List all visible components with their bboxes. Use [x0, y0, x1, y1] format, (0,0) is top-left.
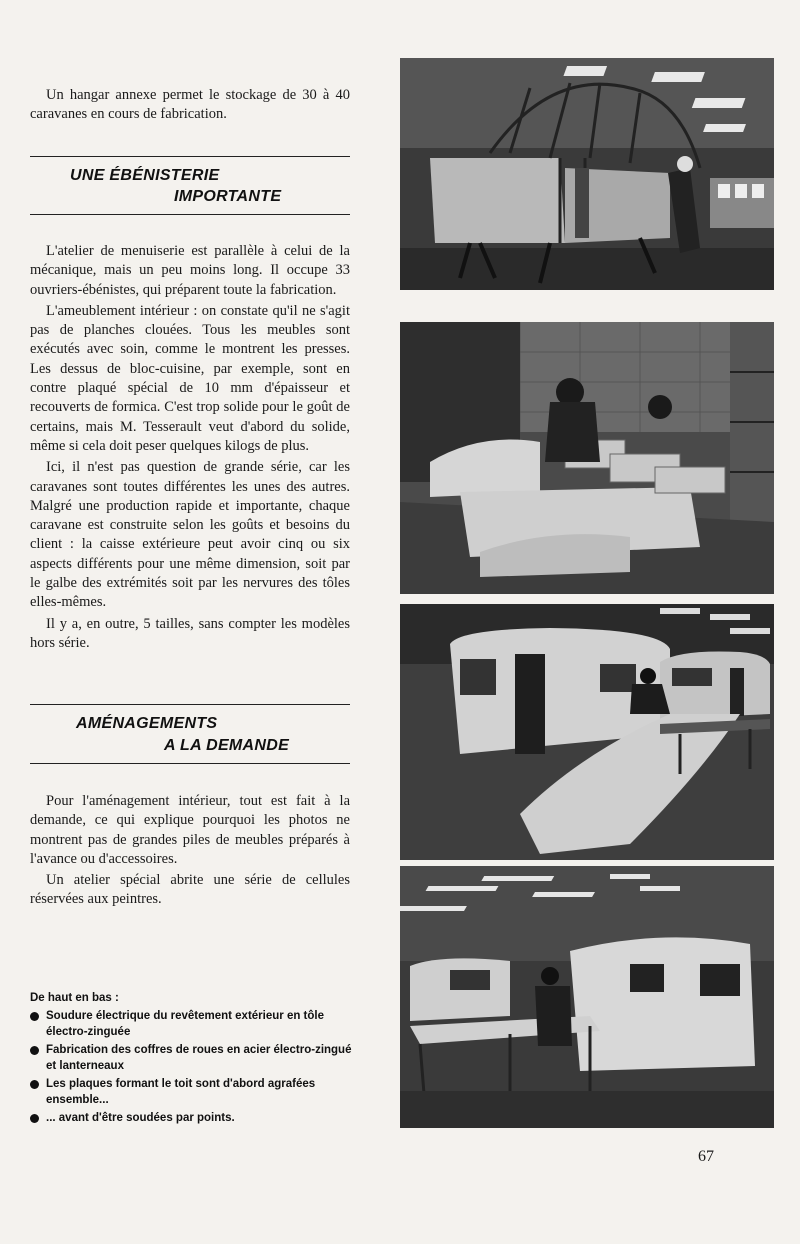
caption-text: Fabrication des coffres de roues en acier électro-zingué et lanterneaux	[46, 1044, 352, 1072]
photo-welding-exterior-sheet	[400, 58, 774, 290]
photo-spot-welding	[400, 866, 774, 1128]
section2-bottom-rule	[30, 763, 350, 764]
section1-paragraph: Ici, il n'est pas question de grande série, car les caravanes sont toutes différentes les unes des autres. Malgré une production rapide et importante, chaque caravane est construite selon les goûts et besoins du client : la caisse extérieure peut avoir cinq ou six aspects différents pour une même dimension, soit par le galbe des extrémités soit par les nervures des tôles elles-mêmes.	[30, 459, 350, 611]
bullet-icon	[30, 1080, 39, 1089]
page-number: 67	[698, 1148, 714, 1165]
caption-text: ... avant d'être soudées par points.	[46, 1112, 235, 1124]
section1-heading-line1: UNE ÉBÉNISTERIE	[70, 167, 220, 184]
section1-bottom-rule	[30, 214, 350, 215]
photo-wheel-boxes	[400, 322, 774, 594]
section2-body	[30, 792, 350, 910]
section2-top-rule	[30, 704, 350, 705]
section1-body	[30, 242, 350, 653]
photo-captions	[30, 990, 360, 1126]
section2-paragraph: Un atelier spécial abrite une série de cellules réservées aux peintres.	[30, 872, 350, 908]
section1-paragraph: Il y a, en outre, 5 tailles, sans compter les modèles hors série.	[30, 615, 350, 651]
caption-item	[30, 1008, 360, 1040]
intro-paragraph: Un hangar annexe permet le stockage de 30 à 40 caravanes en cours de fabrication.	[30, 87, 350, 123]
section2-heading-line1: AMÉNAGEMENTS	[76, 715, 218, 732]
section1-top-rule	[30, 156, 350, 157]
intro-block	[30, 86, 350, 125]
caption-text: Les plaques formant le toit sont d'abord agrafées ensemble...	[46, 1078, 316, 1106]
section1-heading-line2: IMPORTANTE	[174, 188, 282, 205]
bullet-icon	[30, 1046, 39, 1055]
section2-paragraph: Pour l'aménagement intérieur, tout est fait à la demande, ce qui explique pourquoi les photos ne montrent pas de grandes piles de meubles préparés à l'avance ou d'accessoires.	[30, 793, 350, 867]
caption-item	[30, 1076, 360, 1108]
section2-heading-line2: A LA DEMANDE	[164, 737, 290, 754]
section1-paragraph: L'ameublement intérieur : on constate qu'il ne s'agit pas de planches clouées. Tous les meubles sont exécutés avec soin, comme le montrent les presses. Les dessus de bloc-cuisine, par exemple, sont en contre plaqué spécial de 10 mm d'épaisseur et recouverts de formica. C'est trop solide pour le goût de certains, mais M. Tesserault veut d'abord du solide, même si cela doit peser quelques kilogs de plus.	[30, 302, 350, 454]
caption-item	[30, 1042, 360, 1074]
bullet-icon	[30, 1114, 39, 1123]
captions-title: De haut en bas :	[30, 992, 119, 1004]
section1-paragraph: L'atelier de menuiserie est parallèle à celui de la mécanique, mais un peu moins long. Il occupe 33 ouvriers-ébénistes, qui préparent toute la fabrication.	[30, 243, 350, 298]
bullet-icon	[30, 1012, 39, 1021]
photo-roof-plates	[400, 604, 774, 860]
caption-text: Soudure électrique du revêtement extérieur en tôle électro-zinguée	[46, 1010, 324, 1038]
caption-item	[30, 1110, 360, 1126]
